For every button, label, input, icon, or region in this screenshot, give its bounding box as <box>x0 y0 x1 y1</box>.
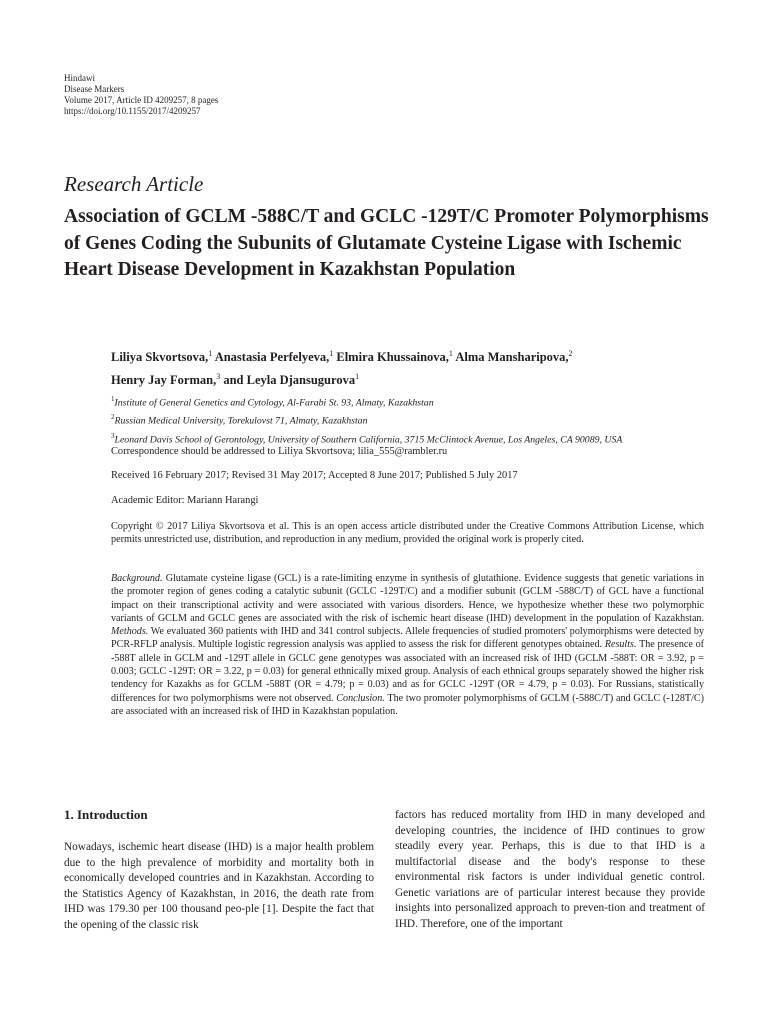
paper-title: Association of GCLM -588C/T and GCLC -129T/C Promoter Polymorphisms of Genes Coding the Subunits of Glutamate Cysteine Ligase with Ischemic Heart Disease Development in Kazakhstan Population <box>64 206 709 280</box>
author: Alma Mansharipova,$^2$ <box>455 349 573 365</box>
article-type: Research Article <box>64 172 204 196</box>
correspondence: Correspondence should be addressed to Liliya Skvortsova; lilia_555@rambler.ru <box>111 446 448 457</box>
abstract-methods-label: Methods. <box>111 626 149 638</box>
abstract <box>111 572 704 718</box>
journal-info <box>64 73 218 117</box>
doi-link[interactable]: https://doi.org/10.1155/2017/4209257 <box>64 106 201 116</box>
academic-editor: Academic Editor: Mariann Harangi <box>111 495 259 506</box>
journal-name: Disease Markers <box>64 84 125 94</box>
body-text-right-column: factors has reduced mortality from IHD in many developed and developing countries, the incidence of IHD continues to grow steadily every year. Perhaps, this is due to that IHD is a multifactorial disease and the body's response to these environmental risk factors is under individual genetic control. Genetic variations are of particular interest because they provide insights into personalized approach to preven-tion and treatment of IHD. Therefore, one of the important <box>395 809 705 930</box>
author: Henry Jay Forman,$^3$ <box>111 372 221 388</box>
abstract-conclusion-label: Conclusion. <box>336 692 385 704</box>
section-heading: 1. Introduction <box>64 807 148 822</box>
abstract-results-label: Results. <box>604 639 637 651</box>
author-list <box>111 344 711 390</box>
author: and Leyla Djansugurova$^1$ <box>223 372 360 388</box>
affiliation: $^3$Leonard Davis School of Gerontology, University of Southern California, 3715 McClintock Avenue, Los Angeles, CA 90089, USA <box>111 431 623 445</box>
abstract-background-label: Background. <box>111 573 163 584</box>
affiliation-list <box>111 392 711 447</box>
abstract-results: The presence of -588T allele in GCLM and -129T allele in GCLC gene genotypes was associated with an increased risk of IHD (GCLM -588T: OR = 3.92, p = 0.003; GCLC -129T: OR = 3.22, p = 0.03) for general ethnically mixed group. Analysis of each ethnical groups separately showed the higher risk tendency for Kazakhs as for GCLM -588T (OR = 4.79; p = 0.03) and as for GCLC -129T (OR = 4.79, p = 0.03). For Russians, statistically differences for two polymorphisms were not observed. <box>111 639 704 704</box>
author: Elmira Khussainova,$^1$ <box>336 349 453 365</box>
affiliation: $^1$Institute of General Genetics and Cytology, Al-Farabi St. 93, Almaty, Kazakhstan <box>111 395 434 409</box>
abstract-conclusion: The two promoter polymorphisms of GCLM (-588C/T) and GCLC (-128T/C) are associated with an increased risk of IHD in Kazakhstan population. <box>111 692 704 717</box>
publisher-name: Hindawi <box>64 73 95 83</box>
abstract-background: Glutamate cysteine ligase (GCL) is a rate-limiting enzyme in synthesis of glutathione. Evidence suggests that genetic variations in the promoter region of genes coding a catalytic subunit (GCLC -129T/C) and a modifier subunit (GCLM -588C/T) of GCL have a functional impact on their transcriptional activity and were associated with various disorders. Hence, we hypothesize whether these two polymorphic variants of GCLM and GCLC genes are associated with the risk of ischemic heart disease (IHD) development in the population of Kazakhstan. <box>111 573 704 624</box>
author: Anastasia Perfelyeva,$^1$ <box>214 349 334 365</box>
affiliation: $^2$Russian Medical University, Torekulovst 71, Almaty, Kazakhstan <box>111 413 368 427</box>
publication-dates: Received 16 February 2017; Revised 31 May 2017; Accepted 8 June 2017; Published 5 July 2017 <box>111 470 518 481</box>
author: Liliya Skvortsova,$^1$ <box>111 349 213 365</box>
body-text-left-column: Nowadays, ischemic heart disease (IHD) is a major health problem due to the high prevalence of morbidity and mortality both in economically developed countries and in Kazakhstan. According to the Statistics Agency of Kazakhstan, in 2016, the death rate from IHD was 179.30 per 100 thousand peo-ple [1]. Despite the fact that the opening of the classic risk <box>64 841 374 931</box>
copyright-notice: Copyright © 2017 Liliya Skvortsova et al. This is an open access article distributed under the Creative Commons Attribution License, which permits unrestricted use, distribution, and reproduction in any medium, provided the original work is properly cited. <box>111 521 704 546</box>
abstract-methods: We evaluated 360 patients with IHD and 341 control subjects. Allele frequencies of studied promoters' polymorphisms were detected by PCR-RFLP analysis. Multiple logistic regression analysis was applied to assess the risk for different genotypes obtained. <box>111 626 704 651</box>
volume-line: Volume 2017, Article ID 4209257, 8 pages <box>64 95 219 105</box>
